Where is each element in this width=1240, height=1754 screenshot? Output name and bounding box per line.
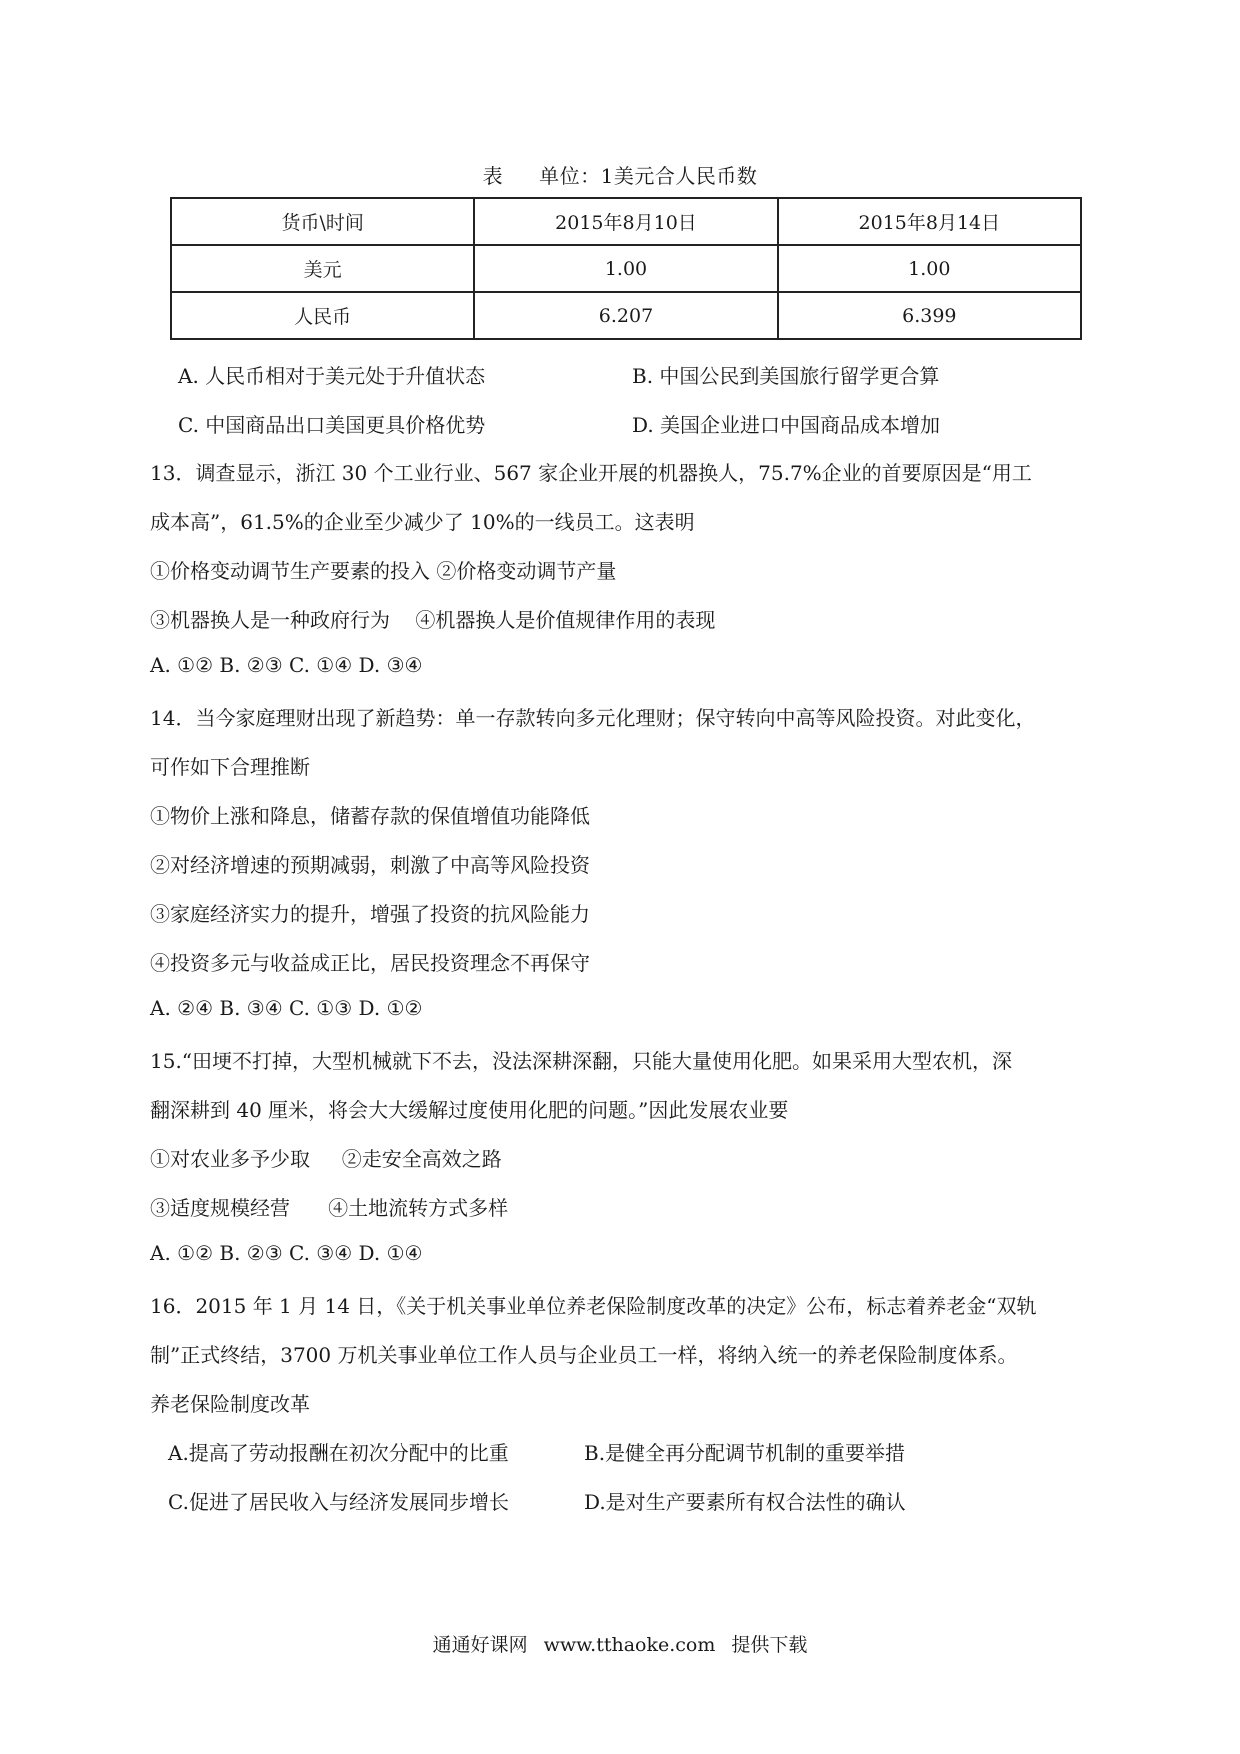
q14-answers: A. ②④ B. ③④ C. ①③ D. ①② <box>150 996 423 1020</box>
page-footer <box>0 1630 1240 1657</box>
table-cell: 6.207 <box>474 292 777 339</box>
table-caption-unit: 单位：1美元合人民币数 <box>539 164 758 188</box>
footer-url[interactable]: www.tthaoke.com <box>543 1634 716 1656</box>
table-header-cell: 2015年8月10日 <box>474 198 777 245</box>
q14-stem-line: 可作如下合理推断 <box>150 755 310 779</box>
q14-stem-line: 14．当今家庭理财出现了新趋势：单一存款转向多元化理财；保守转向中高等风险投资。对此变化， <box>150 706 1036 730</box>
q15-statement: ①对农业多予少取 ②走安全高效之路 <box>150 1147 502 1171</box>
q16-stem-line: 制”正式终结，3700 万机关事业单位工作人员与企业员工一样，将纳入统一的养老保险制度体系。 <box>150 1343 1018 1367</box>
q15-stem-line: 15.“田埂不打掉，大型机械就下不去，没法深耕深翻，只能大量使用化肥。如果采用大型农机，深 <box>150 1049 1013 1073</box>
table-cell: 1.00 <box>778 245 1081 292</box>
q13-statement: ①价格变动调节生产要素的投入 ②价格变动调节产量 <box>150 559 617 583</box>
q14-statement: ④投资多元与收益成正比，居民投资理念不再保守 <box>150 951 590 975</box>
table-row <box>171 245 1081 292</box>
table-caption-label: 表 <box>482 164 504 188</box>
table-header-cell: 货币\时间 <box>171 198 474 245</box>
q13-stem-line: 13．调查显示，浙江 30 个工业行业、567 家企业开展的机器换人，75.7%企业的首要原因是“用工 <box>150 461 1032 485</box>
table-caption <box>0 160 1240 189</box>
q12-option-b: B. 中国公民到美国旅行留学更合算 <box>632 364 940 388</box>
q16-option-a: A.提高了劳动报酬在初次分配中的比重 <box>168 1441 509 1465</box>
exchange-rate-table <box>170 197 1082 340</box>
footer-note: 提供下载 <box>731 1634 808 1656</box>
table-cell: 美元 <box>171 245 474 292</box>
q16-option-d: D.是对生产要素所有权合法性的确认 <box>584 1490 906 1514</box>
q15-stem-line: 翻深耕到 40 厘米，将会大大缓解过度使用化肥的问题。”因此发展农业要 <box>150 1098 789 1122</box>
q13-answers: A. ①② B. ②③ C. ①④ D. ③④ <box>150 653 423 677</box>
q14-statement: ①物价上涨和降息，储蓄存款的保值增值功能降低 <box>150 804 590 828</box>
q16-stem-line: 16．2015 年 1 月 14 日，《关于机关事业单位养老保险制度改革的决定》公布，标志着养老金“双轨 <box>150 1294 1037 1318</box>
footer-site-name: 通通好课网 <box>432 1634 528 1656</box>
q16-option-c: C.促进了居民收入与经济发展同步增长 <box>168 1490 509 1514</box>
q16-option-b: B.是健全再分配调节机制的重要举措 <box>584 1441 906 1465</box>
q14-statement: ③家庭经济实力的提升，增强了投资的抗风险能力 <box>150 902 590 926</box>
q16-stem-line: 养老保险制度改革 <box>150 1392 310 1416</box>
q12-option-a: A. 人民币相对于美元处于升值状态 <box>178 364 486 388</box>
table-header-row <box>171 198 1081 245</box>
table-row <box>171 292 1081 339</box>
q15-statement: ③适度规模经营 ④土地流转方式多样 <box>150 1196 509 1220</box>
table-header-cell: 2015年8月14日 <box>778 198 1081 245</box>
q12-option-c: C. 中国商品出口美国更具价格优势 <box>178 413 486 437</box>
table-cell: 6.399 <box>778 292 1081 339</box>
q13-stem-line: 成本高”，61.5%的企业至少减少了 10%的一线员工。这表明 <box>150 510 695 534</box>
q14-statement: ②对经济增速的预期减弱，刺激了中高等风险投资 <box>150 853 590 877</box>
q12-option-d: D. 美国企业进口中国商品成本增加 <box>632 413 941 437</box>
q15-answers: A. ①② B. ②③ C. ③④ D. ①④ <box>150 1241 423 1265</box>
q13-statement: ③机器换人是一种政府行为 ④机器换人是价值规律作用的表现 <box>150 608 716 632</box>
table-cell: 1.00 <box>474 245 777 292</box>
table-cell: 人民币 <box>171 292 474 339</box>
